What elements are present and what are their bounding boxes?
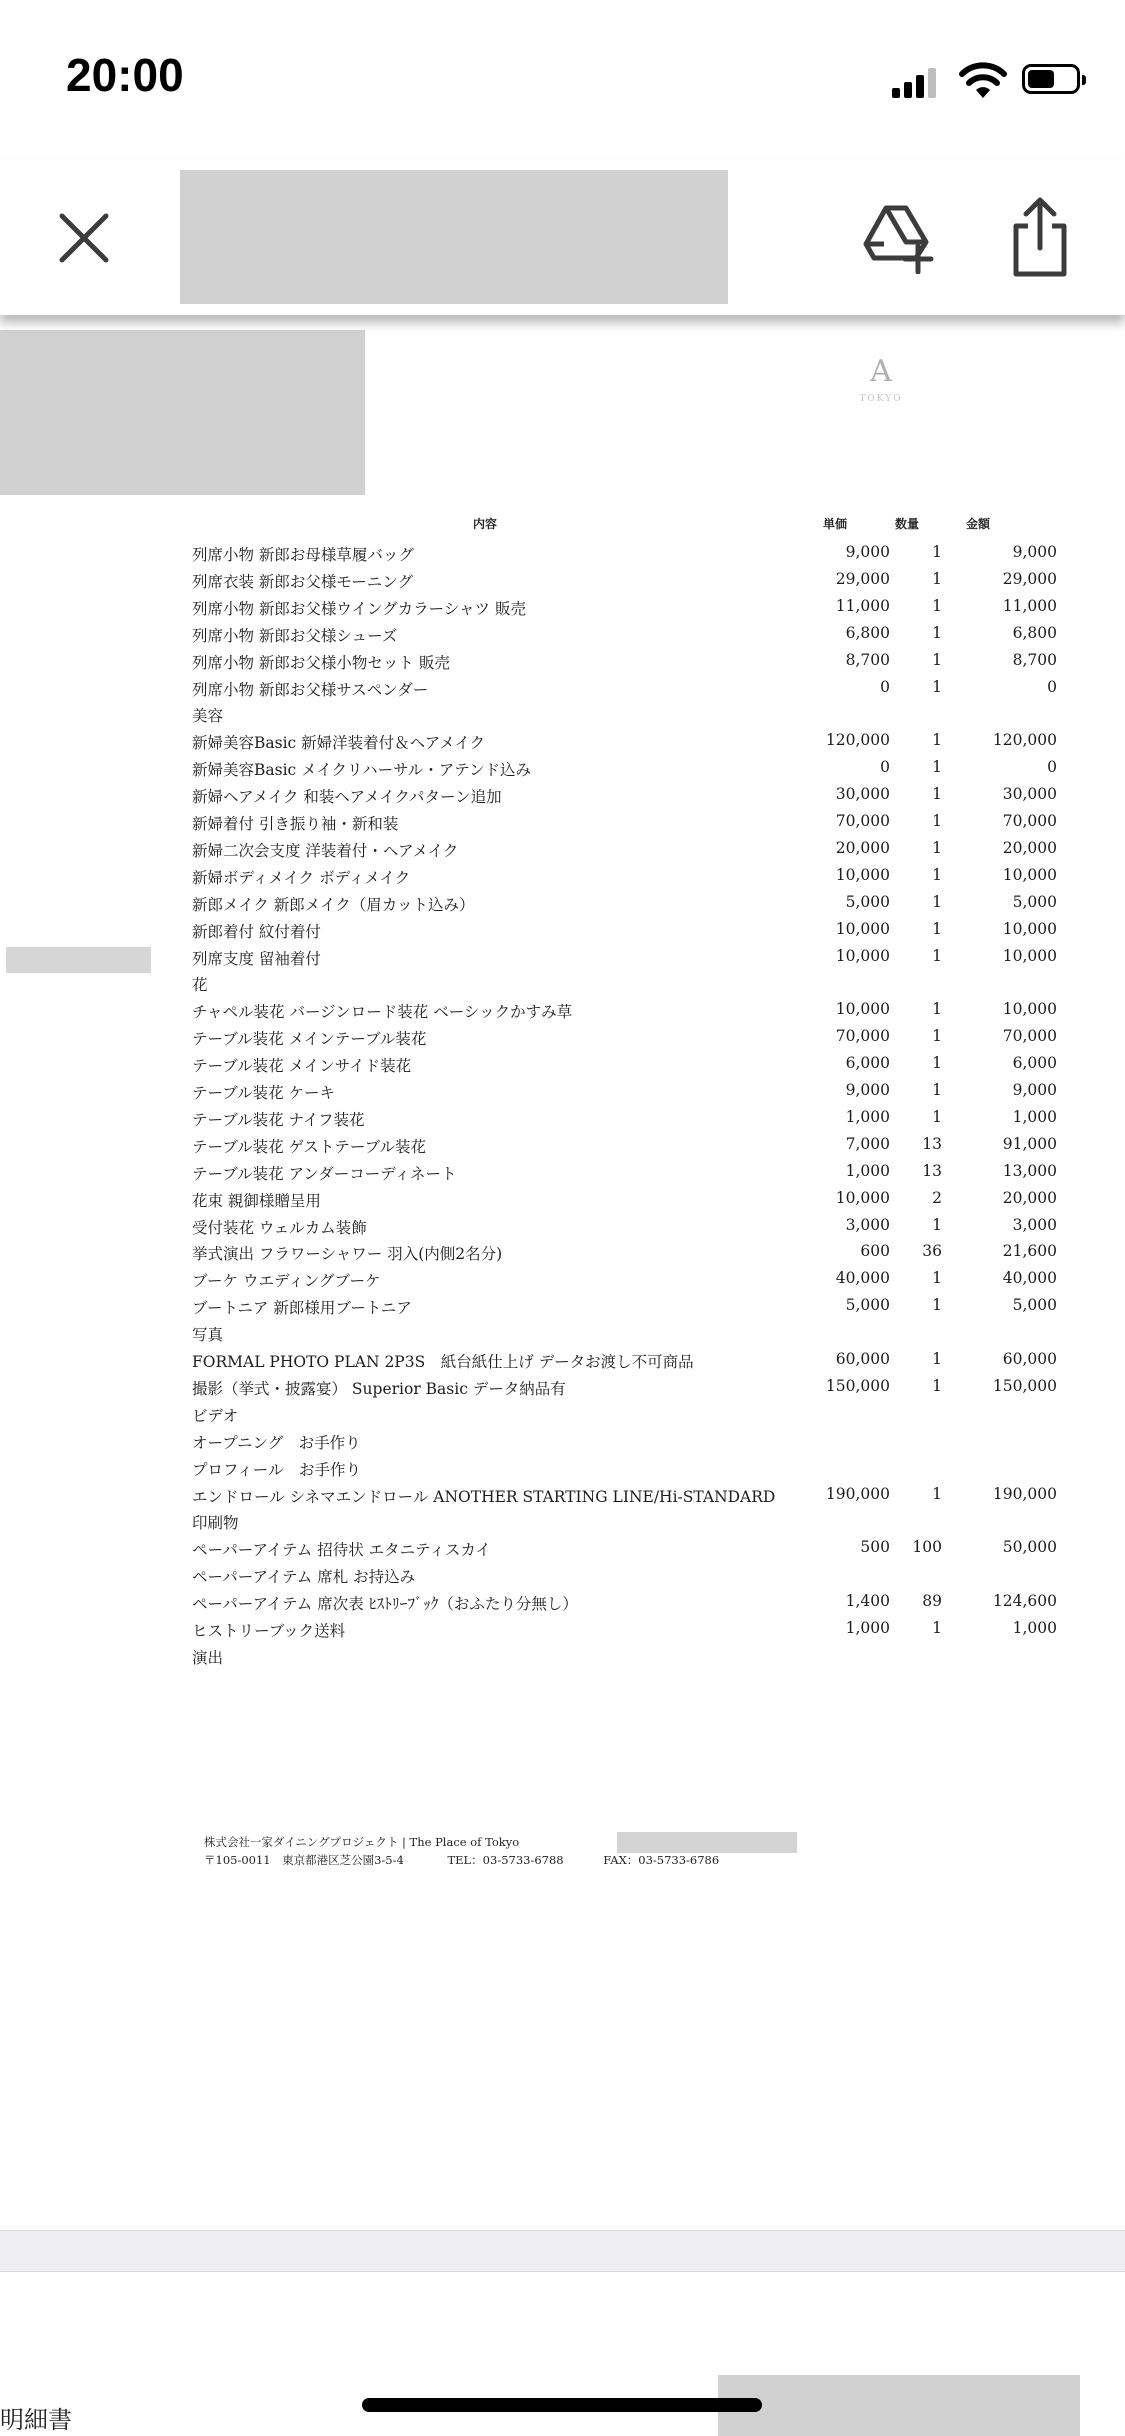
table-row [0, 893, 1125, 919]
amount-cell: 3,000 [1012, 1215, 1057, 1234]
item-description: ブートニア 新郎様用ブートニア [192, 1299, 412, 1318]
item-description: テーブル装花 ケーキ [192, 1084, 336, 1102]
item-description: 新婦美容Basic 新婦洋装着付＆ヘアメイク [192, 734, 486, 753]
unit-price-cell: 7,000 [845, 1134, 890, 1153]
unit-price-cell: 0 [880, 677, 890, 696]
quantity-cell: 36 [922, 1242, 942, 1261]
header-qty: 数量 [895, 517, 920, 531]
item-description: ブーケ ウエディングブーケ [192, 1272, 381, 1291]
item-description: ペーパーアイテム 席次表 ﾋｽﾄﾘｰﾌﾞｯｸ（おふたり分無し） [192, 1595, 578, 1614]
venue-logo: A TOKYO [859, 354, 903, 404]
item-description: 列席小物 新郎お父様ウイングカラーシャツ 販売 [192, 599, 526, 618]
table-row [0, 1458, 1125, 1484]
unit-price-cell: 10,000 [835, 1188, 890, 1207]
unit-price-cell: 60,000 [835, 1350, 890, 1368]
amount-cell: 120,000 [992, 731, 1057, 750]
unit-price-cell: 5,000 [845, 892, 890, 911]
item-description: 新婦ボディメイク ボディメイク [192, 868, 411, 887]
unit-price-cell: 10,000 [835, 1000, 890, 1019]
quantity-cell: 1 [932, 596, 942, 615]
header-amount: 金額 [966, 517, 991, 531]
item-description: FORMAL PHOTO PLAN 2P3S 紙台紙仕上げ データお渡し不可商品 [192, 1353, 694, 1371]
quantity-cell: 1 [932, 569, 942, 588]
quantity-cell: 1 [932, 919, 942, 938]
battery-icon [1022, 64, 1080, 94]
unit-price-cell: 9,000 [845, 543, 890, 561]
item-description: 列席小物 新郎お父様サスペンダー [192, 680, 429, 699]
quantity-cell: 1 [932, 1484, 942, 1503]
table-row [0, 1485, 1125, 1511]
unit-price-cell: 500 [860, 1538, 890, 1557]
amount-cell: 50,000 [1002, 1538, 1057, 1557]
item-description: 受付装花 ウェルカム装飾 [192, 1218, 367, 1237]
table-row [0, 678, 1125, 704]
quantity-cell: 1 [932, 865, 942, 884]
quantity-cell: 1 [932, 838, 942, 857]
document-page[interactable] [0, 315, 1125, 2230]
amount-cell: 8,700 [1012, 650, 1057, 669]
table-row [0, 597, 1125, 623]
amount-cell: 6,800 [1012, 623, 1057, 642]
table-row [0, 866, 1125, 892]
amount-cell: 150,000 [992, 1376, 1057, 1395]
table-row [0, 1431, 1125, 1457]
amount-cell: 91,000 [1002, 1134, 1057, 1153]
amount-cell: 11,000 [1002, 596, 1057, 615]
item-description: 新婦二次会支度 洋装着付・ヘアメイク [192, 841, 459, 860]
unit-price-cell: 1,000 [845, 1107, 890, 1126]
item-description: 新郎着付 紋付着付 [192, 922, 321, 941]
item-description: 列席衣装 新郎お父様モーニング [192, 572, 413, 591]
item-description: プロフィール お手作り [192, 1460, 361, 1479]
table-row [0, 1619, 1125, 1645]
table-row [0, 1538, 1125, 1564]
unit-price-cell: 10,000 [835, 865, 890, 884]
table-row [0, 1592, 1125, 1618]
amount-cell: 1,000 [1012, 1619, 1057, 1637]
wifi-icon [958, 60, 1008, 100]
table-row [0, 624, 1125, 650]
table-row [0, 1189, 1125, 1215]
table-row [0, 785, 1125, 811]
quantity-cell: 1 [932, 1081, 942, 1099]
amount-cell: 30,000 [1002, 785, 1057, 804]
table-row [0, 1108, 1125, 1134]
quantity-cell: 1 [932, 1296, 942, 1315]
item-description: エンドロール シネマエンドロール ANOTHER STARTING LINE/Hi-STANDARD [192, 1487, 776, 1506]
section-row [0, 973, 1125, 999]
amount-cell: 40,000 [1002, 1269, 1057, 1288]
amount-cell: 190,000 [992, 1484, 1057, 1503]
table-row [0, 1162, 1125, 1188]
unit-price-cell: 6,000 [845, 1054, 890, 1073]
company-address: 〒105-0011 東京都港区芝公園3-5-4 [204, 1853, 404, 1867]
unit-price-cell: 6,800 [845, 623, 890, 642]
table-row [0, 1350, 1125, 1376]
item-description: テーブル装花 ゲストテーブル装花 [192, 1137, 427, 1156]
amount-cell: 10,000 [1002, 919, 1057, 938]
share-icon[interactable] [1004, 196, 1076, 278]
company-fax: FAX：03-5733-6786 [603, 1853, 720, 1867]
quantity-cell: 1 [932, 1054, 942, 1073]
quantity-cell: 100 [912, 1538, 942, 1557]
table-row [0, 839, 1125, 865]
table-row [0, 1296, 1125, 1322]
cellular-signal-icon [892, 68, 938, 98]
quantity-cell: 13 [922, 1161, 942, 1180]
amount-cell: 60,000 [1002, 1350, 1057, 1368]
item-description: テーブル装花 メインサイド装花 [192, 1057, 412, 1076]
unit-price-cell: 29,000 [835, 569, 890, 588]
amount-cell: 0 [1047, 758, 1057, 777]
amount-cell: 10,000 [1002, 1000, 1057, 1019]
quantity-cell: 1 [932, 1350, 942, 1368]
item-description: ヒストリーブック送料 [192, 1622, 346, 1640]
table-row [0, 1054, 1125, 1080]
unit-price-cell: 8,700 [845, 650, 890, 669]
table-row [0, 651, 1125, 677]
item-description: ペーパーアイテム 招待状 エタニティスカイ [192, 1541, 491, 1560]
quantity-cell: 1 [932, 1619, 942, 1637]
unit-price-cell: 5,000 [845, 1296, 890, 1315]
quantity-cell: 13 [922, 1134, 942, 1153]
amount-cell: 10,000 [1002, 946, 1057, 965]
redacted-title [180, 170, 728, 304]
section-heading: 美容 [192, 707, 224, 726]
table-row [0, 543, 1125, 569]
unit-price-cell: 10,000 [835, 946, 890, 965]
quantity-cell: 1 [932, 731, 942, 750]
table-row [0, 570, 1125, 596]
unit-price-cell: 1,000 [845, 1619, 890, 1637]
amount-cell: 0 [1047, 677, 1057, 696]
redacted-footer-block [617, 1832, 797, 1853]
table-row [0, 1081, 1125, 1107]
amount-cell: 1,000 [1012, 1107, 1057, 1126]
company-tel: TEL：03-5733-6788 [447, 1853, 564, 1867]
table-row [0, 1216, 1125, 1242]
redacted-header-block [0, 330, 365, 495]
quantity-cell: 1 [932, 1215, 942, 1234]
unit-price-cell: 1,000 [845, 1161, 890, 1180]
unit-price-cell: 1,400 [845, 1592, 890, 1611]
home-indicator[interactable] [362, 2398, 762, 2412]
viewer-toolbar [0, 160, 1125, 315]
status-time: 20:00 [66, 49, 184, 101]
amount-cell: 20,000 [1002, 838, 1057, 857]
table-row [0, 920, 1125, 946]
unit-price-cell: 190,000 [825, 1484, 890, 1503]
table-row [0, 758, 1125, 784]
unit-price-cell: 9,000 [845, 1081, 890, 1099]
quantity-cell: 1 [932, 758, 942, 777]
quantity-cell: 89 [922, 1592, 942, 1611]
quantity-cell: 1 [932, 946, 942, 965]
item-description: テーブル装花 アンダーコーディネート [192, 1164, 457, 1183]
section-heading: 演出 [192, 1648, 224, 1667]
quantity-cell: 1 [932, 1107, 942, 1126]
quantity-cell: 1 [932, 892, 942, 911]
unit-price-cell: 11,000 [835, 596, 890, 615]
unit-price-cell: 30,000 [835, 785, 890, 804]
amount-cell: 70,000 [1002, 1027, 1057, 1046]
table-row [0, 1135, 1125, 1161]
item-description: 新郎メイク 新郎メイク（眉カット込み） [192, 895, 475, 914]
quantity-cell: 1 [932, 623, 942, 642]
unit-price-cell: 600 [860, 1242, 890, 1261]
next-page-title: 明細書 [0, 2406, 72, 2434]
item-description: 新婦美容Basic メイクリハーサル・アテンド込み [192, 761, 532, 780]
table-row [0, 1565, 1125, 1591]
unit-price-cell: 70,000 [835, 812, 890, 830]
section-row [0, 1404, 1125, 1430]
item-description: ペーパーアイテム 席札 お持込み [192, 1568, 416, 1587]
amount-cell: 21,600 [1002, 1242, 1057, 1261]
amount-cell: 124,600 [992, 1592, 1057, 1611]
table-row [0, 812, 1125, 838]
table-row [0, 1027, 1125, 1053]
header-item: 内容 [473, 517, 498, 531]
item-description: 列席小物 新郎お母様草履バッグ [192, 546, 414, 564]
redacted-text [6, 947, 151, 973]
add-to-drive-icon[interactable] [860, 200, 934, 274]
unit-price-cell: 150,000 [825, 1376, 890, 1395]
item-description: 挙式演出 フラワーシャワー 羽入(内側2名分) [192, 1245, 503, 1264]
quantity-cell: 2 [932, 1188, 942, 1207]
quantity-cell: 1 [932, 677, 942, 696]
section-heading: 写真 [192, 1326, 224, 1345]
table-header [0, 515, 1125, 537]
amount-cell: 9,000 [1012, 543, 1057, 561]
quantity-cell: 1 [932, 1000, 942, 1019]
quantity-cell: 1 [932, 1376, 942, 1395]
amount-cell: 5,000 [1012, 892, 1057, 911]
quantity-cell: 1 [932, 650, 942, 669]
item-description: テーブル装花 メインテーブル装花 [192, 1030, 427, 1049]
item-description: 列席小物 新郎お父様小物セット 販売 [192, 653, 450, 672]
quantity-cell: 1 [932, 1269, 942, 1288]
status-bar [0, 0, 1125, 160]
section-row [0, 704, 1125, 730]
table-row [0, 1377, 1125, 1403]
table-row [0, 731, 1125, 757]
amount-cell: 6,000 [1012, 1054, 1057, 1073]
amount-cell: 20,000 [1002, 1188, 1057, 1207]
unit-price-cell: 10,000 [835, 919, 890, 938]
item-description: 列席支度 留袖着付 [192, 949, 321, 968]
table-row [0, 1242, 1125, 1268]
unit-price-cell: 70,000 [835, 1027, 890, 1046]
amount-cell: 29,000 [1002, 569, 1057, 588]
quantity-cell: 1 [932, 1027, 942, 1046]
item-description: 新婦着付 引き振り袖・新和装 [192, 815, 399, 833]
item-description: チャペル装花 バージンロード装花 ベーシックかすみ草 [192, 1003, 573, 1022]
close-icon[interactable] [56, 210, 112, 266]
amount-cell: 70,000 [1002, 812, 1057, 830]
company-name: 株式会社一家ダイニングプロジェクト | The Place of Tokyo [204, 1835, 520, 1849]
amount-cell: 5,000 [1012, 1296, 1057, 1315]
amount-cell: 13,000 [1002, 1161, 1057, 1180]
unit-price-cell: 0 [880, 758, 890, 777]
quantity-cell: 1 [932, 785, 942, 804]
amount-cell: 10,000 [1002, 865, 1057, 884]
page-divider [0, 2230, 1125, 2272]
unit-price-cell: 3,000 [845, 1215, 890, 1234]
section-row [0, 1323, 1125, 1349]
table-row [0, 947, 1125, 973]
unit-price-cell: 40,000 [835, 1269, 890, 1288]
redacted-next-page-block [718, 2375, 1080, 2436]
item-description: 新婦ヘアメイク 和装ヘアメイクパターン追加 [192, 788, 502, 807]
unit-price-cell: 20,000 [835, 838, 890, 857]
item-description: テーブル装花 ナイフ装花 [192, 1110, 365, 1129]
section-row [0, 1646, 1125, 1672]
item-description: オープニング お手作り [192, 1433, 361, 1452]
section-row [0, 1511, 1125, 1537]
item-description: 花束 親御様贈呈用 [192, 1191, 321, 1210]
unit-price-cell: 120,000 [825, 731, 890, 750]
header-unit-price: 単価 [823, 517, 848, 531]
quantity-cell: 1 [932, 812, 942, 830]
item-description: 撮影（挙式・披露宴） Superior Basic データ納品有 [192, 1379, 566, 1398]
item-description: 列席小物 新郎お父様シューズ [192, 626, 398, 645]
quantity-cell: 1 [932, 543, 942, 561]
table-row [0, 1269, 1125, 1295]
table-row [0, 1000, 1125, 1026]
section-heading: 花 [192, 976, 208, 995]
amount-cell: 9,000 [1012, 1081, 1057, 1099]
section-heading: ビデオ [192, 1406, 239, 1425]
section-heading: 印刷物 [192, 1514, 239, 1533]
